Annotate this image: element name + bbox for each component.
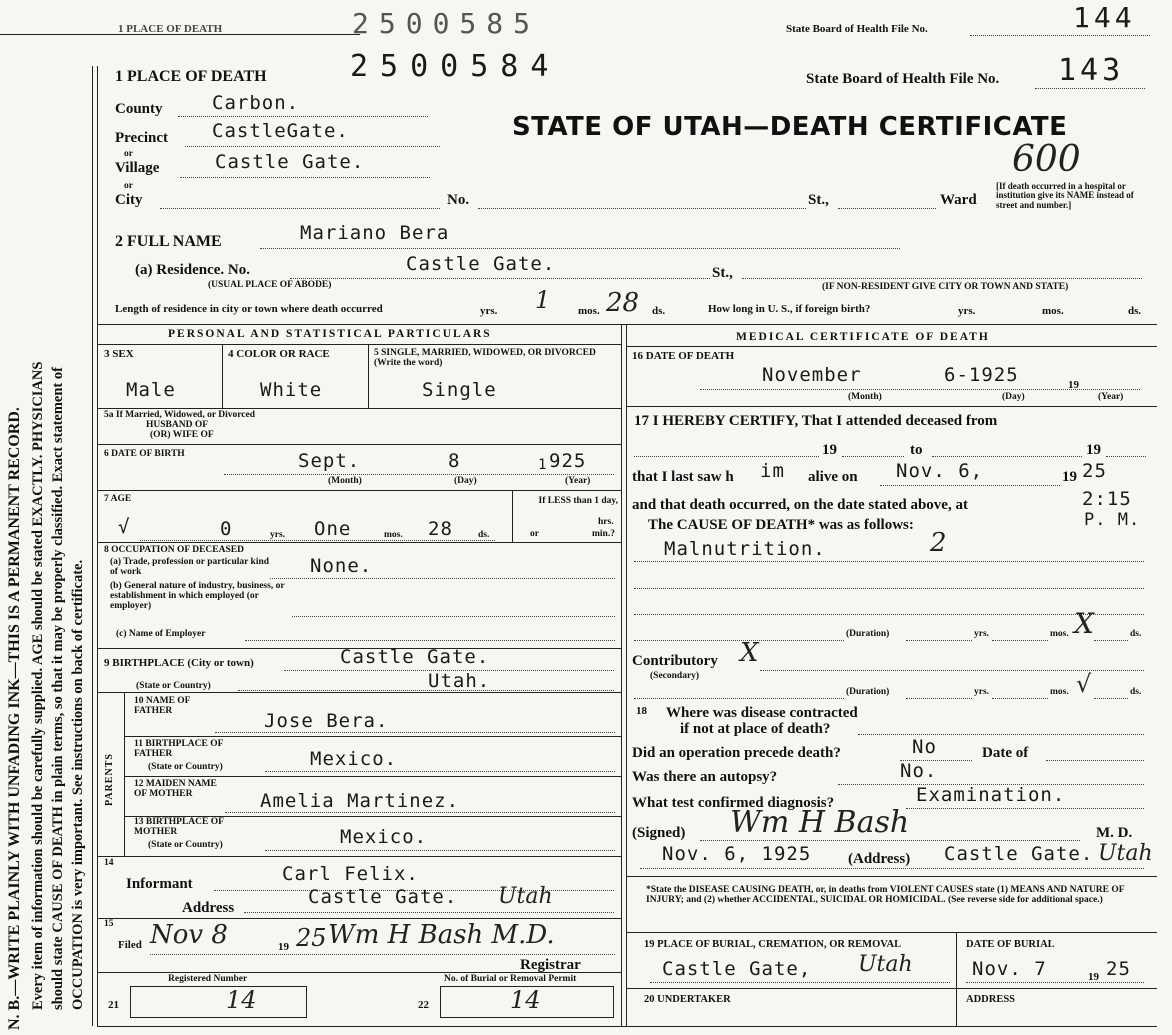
foreign-mos-label: mos. [1042, 305, 1064, 317]
burial-place-label: 19 PLACE OF BURIAL, CREMATION, OR REMOVAL [644, 939, 902, 950]
margin-note-line2: Every item of information should be carefully supplied. AGE should be stated EXACTLY. PHYSICIANS [30, 361, 46, 1010]
age-ds-value: 28 [428, 518, 453, 540]
length-mos-value: 1 [535, 286, 551, 314]
where-label-1: Where was disease contracted [666, 705, 858, 721]
occupation-c-label: (c) Name of Employer [116, 629, 206, 639]
informant-address-value: Castle Gate. [308, 886, 458, 908]
duration-mos-1: mos. [1050, 629, 1069, 639]
place-of-death-label: 1 PLACE OF DEATH [115, 68, 267, 85]
board-file-label: State Board of Health File No. [806, 71, 1000, 87]
operation-date-label: Date of [982, 745, 1029, 761]
father-value: Jose Bera. [264, 710, 389, 732]
age-label: 7 AGE [104, 494, 132, 504]
undertaker-address-label: ADDRESS [966, 994, 1016, 1005]
cause-label: The CAUSE OF DEATH* was as follows: [648, 517, 914, 533]
foreign-ds-label: ds. [1128, 305, 1142, 317]
mother-birthplace-value: Mexico. [340, 826, 428, 848]
duration-yrs-1: yrs. [974, 629, 990, 639]
ward-label: Ward [940, 192, 977, 208]
or-min-label: or [530, 529, 539, 539]
cause-footnote: *State the DISEASE CAUSING DEATH, or, in deaths from VIOLENT CAUSES state (1) MEANS AND NATURE OF INJURY; and (2) whether ACCIDENTAL, SUICIDAL OR HOMICIDAL. (See reverse side for additional space.) [646, 885, 1125, 905]
death-year-prefix: 19 [1068, 379, 1079, 391]
village-value: Castle Gate. [215, 151, 365, 173]
top-strip-board-label: State Board of Health File No. [786, 23, 928, 35]
or-caption-2: or [124, 181, 133, 191]
age-check: √ [118, 516, 131, 538]
registered-number-prefix: 21 [108, 999, 119, 1011]
time-pm: P. M. [1084, 510, 1141, 530]
burial-place-value: Castle Gate, [662, 958, 812, 980]
hrs-label: hrs. [598, 517, 614, 527]
last-saw-date: Nov. 6, [896, 460, 984, 482]
father-label: 10 NAME OF FATHER [134, 696, 191, 716]
length-yrs-label: yrs. [480, 305, 498, 317]
duration-label-1: (Duration) [846, 629, 890, 639]
cause-value: Malnutrition. [664, 538, 826, 560]
registered-number-label: Registered Number [168, 974, 248, 984]
dob-day-caption: (Day) [454, 476, 477, 486]
burial-year-prefix: 19 [1088, 971, 1099, 983]
sex-label: 3 SEX [104, 348, 134, 360]
burial-permit-value: 14 [510, 986, 541, 1014]
test-value: Examination. [916, 784, 1066, 806]
nonresident-caption: (IF NON-RESIDENT GIVE CITY OR TOWN AND STATE) [822, 282, 1069, 292]
birthplace-label: 9 BIRTHPLACE (City or town) [104, 657, 254, 669]
burial-place-hand: Utah [858, 952, 913, 977]
secondary-label: (Secondary) [650, 671, 700, 681]
father-birthplace-value: Mexico. [310, 748, 398, 770]
duration-x-mark: X [1074, 607, 1094, 640]
spouse-label-3: (OR) WIFE OF [150, 430, 214, 440]
age-mos-value: One [314, 518, 352, 540]
residence-label: (a) Residence. No. [135, 262, 250, 278]
birth-state-value: Utah. [428, 670, 491, 692]
min-label: min.? [592, 529, 615, 539]
sex-value: Male [126, 379, 176, 401]
duration-ds-1: ds. [1130, 629, 1142, 639]
burial-year-value: 25 [1106, 958, 1131, 980]
dob-year-prefix: 1 [538, 457, 548, 473]
md-label: M. D. [1096, 825, 1133, 841]
dob-month-caption: (Month) [328, 476, 362, 486]
signed-address-label: (Address) [848, 851, 911, 867]
registered-number-box [130, 986, 307, 1018]
burial-permit-prefix: 22 [418, 999, 429, 1011]
marital-label: 5 SINGLE, MARRIED, WIDOWED, OR DIVORCED (Write the word) [374, 348, 596, 368]
age-yrs-value: 0 [220, 518, 233, 540]
registrar-label: Registrar [520, 957, 581, 973]
last-saw-alive-label: alive on [808, 469, 858, 485]
marital-value: Single [422, 379, 497, 401]
margin-note-line1: N. B.—WRITE PLAINLY WITH UNFADING INK—THIS IS A PERMANENT RECORD. [6, 407, 23, 1030]
length-residence-label: Length of residence in city or town where death occurred [115, 303, 383, 315]
certify-to: to [910, 442, 923, 458]
last-saw-label: that I last saw h [632, 469, 734, 485]
father-birthplace-label: 11 BIRTHPLACE OF FATHER [134, 739, 224, 759]
duration-mos-2: mos. [1050, 687, 1069, 697]
last-saw-year-prefix: 19 [1062, 469, 1077, 485]
operation-value: No [912, 736, 937, 758]
or-caption-1: or [124, 149, 133, 159]
length-mos-label: mos. [578, 305, 600, 317]
duration-yrs-2: yrs. [974, 687, 990, 697]
death-year-caption: (Year) [1098, 392, 1124, 402]
burial-permit-label: No. of Burial or Removal Permit [444, 974, 577, 984]
mother-birthplace-state: (State or Country) [148, 840, 223, 850]
margin-note-line3: should state CAUSE OF DEATH in plain terms, so that it may be properly classified. Exact statement of [50, 367, 66, 1010]
signed-date: Nov. 6, 1925 [662, 843, 812, 865]
city-label: City [115, 192, 143, 208]
cause-mark: 2 [930, 528, 947, 558]
spouse-label-1: 5a If Married, Widowed, or Divorced [104, 410, 256, 420]
informant-number: 14 [104, 858, 114, 868]
filed-year-prefix: 19 [278, 941, 289, 953]
precinct-value: CastleGate. [212, 120, 349, 142]
signed-address-hand: Utah [1098, 841, 1153, 866]
filed-label: Filed [118, 939, 142, 951]
contributory-label: Contributory [632, 653, 718, 669]
dob-month: Sept. [298, 450, 361, 472]
birthplace-value: Castle Gate. [340, 646, 490, 668]
color-label: 4 COLOR OR RACE [228, 348, 330, 360]
burial-date-label: DATE OF BURIAL [966, 939, 1055, 950]
registered-number-value: 14 [226, 986, 257, 1014]
informant-address-label: Address [182, 900, 235, 916]
color-value: White [260, 379, 323, 401]
date-of-death-label: 16 DATE OF DEATH [632, 350, 735, 362]
test-label: What test confirmed diagnosis? [632, 795, 835, 811]
undertaker-label: 20 UNDERTAKER [644, 994, 731, 1005]
autopsy-value: No. [900, 760, 938, 782]
personal-section-title: PERSONAL AND STATISTICAL PARTICULARS [168, 328, 492, 340]
duration-check-mark: √ [1076, 670, 1092, 698]
mother-birthplace-label: 13 BIRTHPLACE OF MOTHER [134, 817, 224, 837]
file-number: 2500584 [350, 49, 561, 84]
last-saw-him: im [760, 460, 785, 482]
burial-date-value: Nov. 7 [972, 958, 1047, 980]
duration-label-2: (Duration) [846, 687, 890, 697]
top-strip-board-number: 144 [1073, 1, 1136, 34]
length-ds-label: ds. [652, 305, 666, 317]
foreign-label: How long in U. S., if foreign birth? [708, 303, 871, 315]
informant-value: Carl Felix. [282, 863, 419, 885]
residence-value: Castle Gate. [406, 253, 556, 275]
county-value: Carbon. [212, 92, 300, 114]
mother-label: 12 MAIDEN NAME OF MOTHER [134, 779, 217, 799]
death-day-caption: (Day) [1002, 392, 1025, 402]
dob-label: 6 DATE OF BIRTH [104, 449, 185, 459]
certify-year-1: 19 [822, 442, 837, 458]
age-mos-label: mos. [384, 530, 403, 540]
foreign-yrs-label: yrs. [958, 305, 976, 317]
death-month: November [762, 364, 862, 386]
full-name-value: Mariano Bera [300, 222, 450, 244]
dob-year: 925 [549, 450, 587, 472]
margin-note-line4: OCCUPATION is very important. See instructions on back of certificate. [70, 559, 86, 1010]
certify-statement: 17 I HEREBY CERTIFY, That I attended deceased from [634, 413, 998, 429]
dob-day: 8 [448, 450, 461, 472]
precinct-label: Precinct [115, 130, 169, 146]
filed-number: 15 [104, 919, 114, 929]
full-name-label: 2 FULL NAME [115, 233, 222, 250]
certify-year-2: 19 [1086, 442, 1101, 458]
filed-signature: Wm H Bash M.D. [328, 920, 555, 950]
signed-address-value: Castle Gate. [944, 843, 1094, 865]
filed-date: Nov 8 [150, 920, 228, 950]
birth-state-label: (State or Country) [136, 681, 211, 691]
parents-label: PARENTS [104, 753, 115, 806]
father-birthplace-state: (State or Country) [148, 762, 223, 772]
signed-value: Wm H Bash [730, 805, 910, 840]
age-ds-label: ds. [478, 530, 490, 540]
signed-label: (Signed) [632, 825, 686, 841]
operation-label: Did an operation precede death? [632, 745, 841, 761]
usual-place-caption: (USUAL PLACE OF ABODE) [208, 280, 332, 290]
ward-note: [If death occurred in a hospital or institution give its NAME instead of street and number.] [996, 181, 1134, 210]
top-strip-file-number: 2500585 [352, 7, 541, 40]
certificate-title: STATE OF UTAH—DEATH CERTIFICATE [512, 112, 1068, 142]
where-label-2: if not at place of death? [680, 721, 831, 737]
st-label: St., [808, 192, 829, 208]
medical-section-title: MEDICAL CERTIFICATE OF DEATH [736, 331, 990, 343]
informant-address-hand: Utah [498, 884, 553, 909]
where-number: 18 [636, 705, 647, 717]
occupation-value: None. [310, 555, 373, 577]
duration-ds-2: ds. [1130, 687, 1142, 697]
handwritten-number: 600 [1012, 139, 1081, 180]
top-strip-label: 1 PLACE OF DEATH [118, 23, 223, 35]
occupation-b-label: (b) General nature of industry, business, or establishment in which employed (or employer) [110, 581, 285, 611]
no-label: No. [447, 192, 470, 208]
death-month-caption: (Month) [848, 392, 882, 402]
occupation-label: 8 OCCUPATION OF DECEASED [104, 545, 244, 555]
less-than-label: If LESS than 1 day, [538, 496, 618, 506]
age-yrs-label: yrs. [270, 530, 286, 540]
death-occurred-label: and that death occurred, on the date stated above, at [632, 497, 968, 513]
village-label: Village [115, 160, 160, 176]
county-label: County [115, 101, 163, 117]
autopsy-label: Was there an autopsy? [632, 769, 778, 785]
dob-year-caption: (Year) [565, 476, 591, 486]
spouse-label-2: HUSBAND OF [146, 420, 209, 430]
death-day-year: 6-1925 [944, 364, 1019, 386]
contributory-mark: X [740, 638, 759, 668]
occupation-a-label: (a) Trade, profession or particular kind of work [110, 557, 270, 577]
death-time: 2:15 [1082, 488, 1132, 510]
board-file-number: 143 [1058, 53, 1125, 88]
filed-year: 25 [296, 924, 327, 952]
mother-value: Amelia Martinez. [260, 790, 460, 812]
last-saw-year: 25 [1082, 460, 1107, 482]
residence-st-label: St., [712, 265, 733, 281]
length-ds-value: 28 [606, 288, 640, 318]
informant-label: Informant [126, 876, 193, 892]
